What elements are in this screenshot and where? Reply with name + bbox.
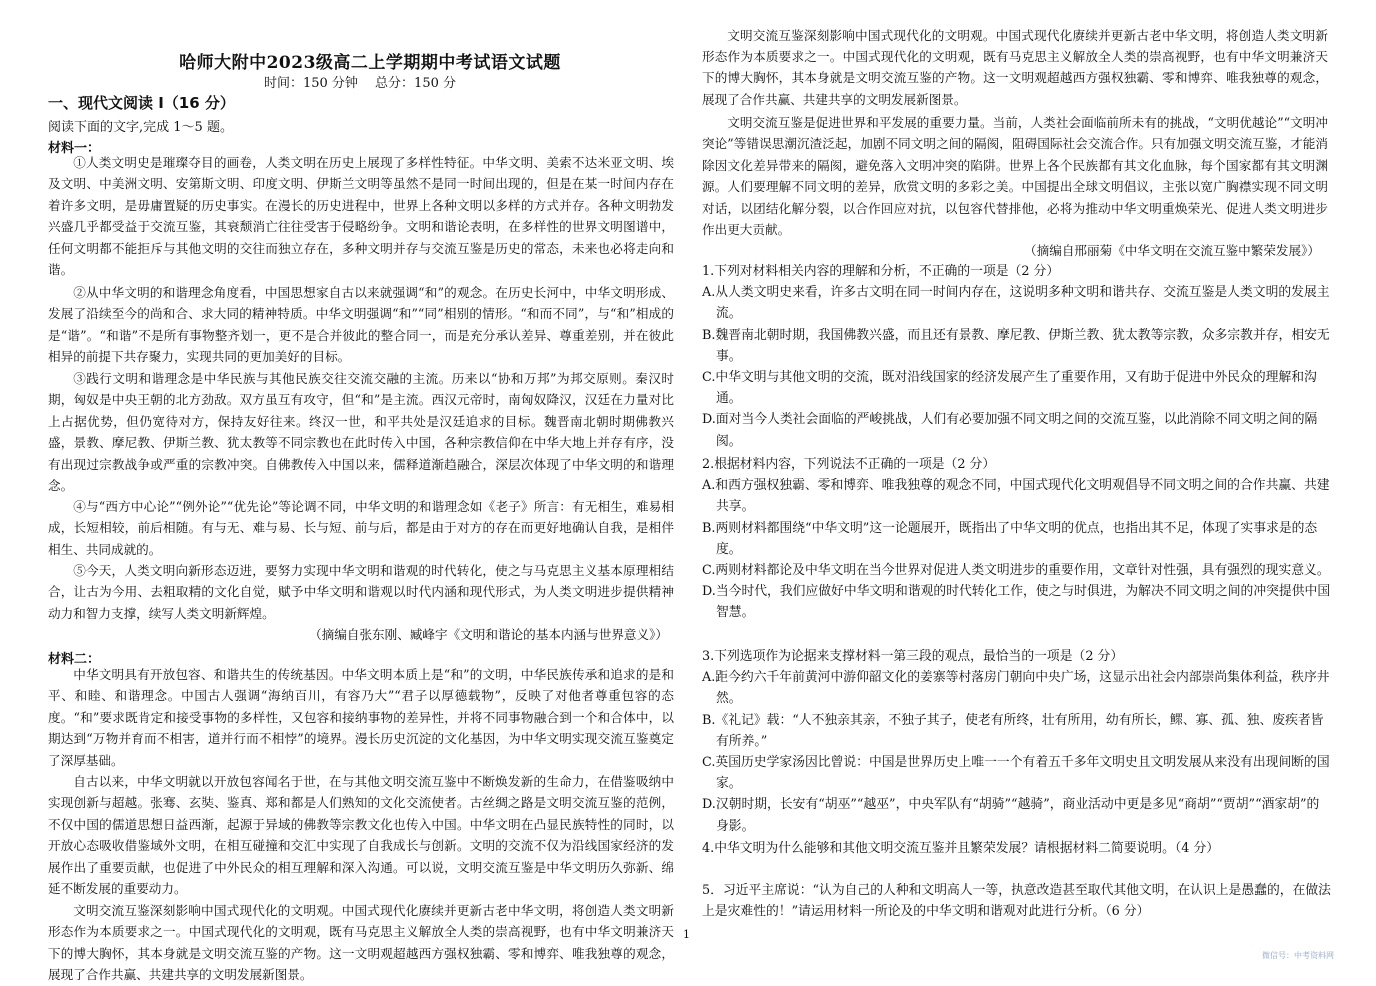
material2-paragraph-4: 文明交流互鉴是促进世界和平发展的重要力量。当前，人类社会面临前所未有的挑战，“文明优越论”“文明冲突论”等错误思潮沉渣泛起，加剧不同文明之间的隔阂，阻碍国际社会交流合作。只有加强文明交流互鉴，才能消除因文化差异带来的隔阂，避免落入文明冲突的陷阱。世界上各个民族都有其文化血脉，每个国家都有其文明渊源。人们要理解不同文明的差异，欣赏文明的多彩之美。中国提出全球文明倡议，主张以宽广胸襟实现不同文明对话，以团结化解分裂，以合作回应对抗，以包容代替排他，必将为推动中华文明重焕荣光、促进人类文明进步作出更大贡献。 [702, 115, 1328, 238]
question-2-stem: 2.根据材料内容，下列说法不正确的一项是（2 分） [702, 457, 996, 472]
page-number: 1 [683, 928, 690, 941]
material1-paragraph-2: ②从中华文明的和谐理念角度看，中国思想家自古以来就强调“和”的观念。在历史长河中，中华文明形成、发展了沿续至今的尚和合、求大同的精神特质。中华文明强调“和”“同”相别的情形。“和而不同”，与“和”相成的是“谐”。“和谐”不是所有事物整齐划一，更不是合并彼此的整合同一，而是充分承认差异、尊重差别，并在彼此相异的前提下共存聚力，实现共同的更加美好的目标。 [48, 285, 674, 365]
question-3-option-d: D.汉朝时期，长安有“胡巫”“越巫”，中央军队有“胡骑”“越骑”，商业活动中更是多见“商胡”“贾胡”“酒家胡”的身影。 [702, 797, 1320, 834]
page-title: 哈师大附中2023级高二上学期期中考试语文试题 [179, 53, 561, 73]
material1-paragraph-4: ④与“西方中心论”“例外论”“优先论”等论调不同，中华文明的和谐理念如《老子》所言：有无相生，难易相成，长短相较，前后相随。有与无、难与易、长与短、前与后，都是由于对方的存在而更好地确认自我，是相伴相生、共同成就的。 [48, 499, 674, 557]
material1-label: 材料一： [48, 141, 101, 156]
material2-paragraph-3-text: 文明交流互鉴深刻影响中国式现代化的文明观。中国式现代化赓续并更新古老中华文明，将创造人类文明新形态作为本质要求之一。中国式现代化的文明观，既有马克思主义解放全人类的崇高视野，也有中华文明兼济天下的博大胸怀，其本身就是文明交流互鉴的产物。这一文明观超越西方强权独霸、零和博弈、唯我独尊的观念，展现了合作共赢、共建共享的文明发展新图景。 [48, 903, 674, 983]
question-4 [702, 838, 1332, 859]
material1-source: （摘编自张东刚、臧峰宇《文明和谐论的基本内涵与世界意义》） [309, 627, 668, 642]
question-3-option-a: A.距今约六千年前黄河中游仰韶文化的姜寨等村落房门朝向中央广场，这显示出社会内部崇尚集体利益，秩序井然。 [702, 670, 1330, 707]
question-2-option-a: A.和西方强权独霸、零和博弈、唯我独尊的观念不同，中国式现代化文明观倡导不同文明之间的合作共赢、共建共享。 [702, 478, 1330, 515]
question-4-stem: 4.中华文明为什么能够和其他文明交流互鉴并且繁荣发展？请根据材料二简要说明。（4 分） [702, 841, 1220, 856]
material2-paragraph-3-start [48, 900, 674, 983]
material1-paragraph-3: ③践行文明和谐理念是中华民族与其他民族交往交流交融的主流。历来以“协和万邦”为邦交原则。秦汉时期，匈奴是中央王朝的北方劲敌。双方虽互有攻守，但“和”是主流。西汉元帝时，南匈奴降汉，汉廷在力量对比上占据优势，但仍宽待对方，保持友好往来。终汉一世，和平共处是汉廷追求的目标。魏晋南北朝时期佛教兴盛，景教、摩尼教、伊斯兰教、犹太教等不同宗教也在此时传入中国，各种宗教信仰在中华大地上并存有序，没有出现过宗教战争或严重的宗教冲突。自佛教传入中国以来，儒释道渐趋融合，深层次体现了中华文明的和谐理念。 [48, 371, 674, 494]
question-1-option-c: C.中华文明与其他文明的交流，既对沿线国家的经济发展产生了重要作用，又有助于促进中外民众的理解和沟通。 [702, 370, 1317, 407]
question-1-option-b: B.魏晋南北朝时期，我国佛教兴盛，而且还有景教、摩尼教、伊斯兰教、犹太教等宗教，众多宗教并存，相安无事。 [702, 327, 1330, 364]
material1-paragraph-5: ⑤今天，人类文明向新形态迈进，要努力实现中华文明和谐观的时代转化，使之与马克思主义基本原理相结合，让古为今用、去粗取精的文化自觉，赋予中华文明和谐观以时代内涵和现代形式，为人类文明进步提供精神动力和智力支撑，续写人类文明新辉煌。 [48, 563, 674, 621]
material2-paragraph-3-cont-text: 文明交流互鉴深刻影响中国式现代化的文明观。中国式现代化赓续并更新古老中华文明，将创造人类文明新形态作为本质要求之一。中国式现代化的文明观，既有马克思主义解放全人类的崇高视野，也有中华文明兼济天下的博大胸怀，其本身就是文明交流互鉴的产物。这一文明观超越西方强权独霸、零和博弈、唯我独尊的观念，展现了合作共赢、共建共享的文明发展新图景。 [702, 27, 1328, 107]
watermark-text: 微信号：中考资料网 [1262, 951, 1334, 960]
question-1-stem: 1.下列对材料相关内容的理解和分析，不正确的一项是（2 分） [702, 264, 1060, 279]
section-heading: 一、现代文阅读 I（16 分） [48, 94, 235, 112]
question-1 [702, 261, 1332, 452]
question-2-option-b: B.两则材料都围绕“中华文明”这一论题展开，既指出了中华文明的优点，也指出其不足，体现了实事求是的态度。 [702, 520, 1318, 557]
material2-label: 材料二： [48, 652, 101, 667]
material2-paragraph-3-continued [702, 27, 1328, 112]
question-3-option-c: C.英国历史学家汤因比曾说：中国是世界历史上唯一一个有着五千多年文明史且文明发展从来没有出现间断的国家。 [702, 755, 1330, 792]
question-5 [702, 880, 1332, 922]
material2-paragraph-1: 中华文明具有开放包容、和谐共生的传统基因。中华文明本质上是“和”的文明，中华民族传承和追求的是和平、和睦、和谐理念。中国古人强调“海纳百川，有容乃大”“君子以厚德载物”，反映了对他者尊重包容的态度。“和”要求既肯定和接受事物的多样性，又包容和接纳事物的差异性，并将不同事物融合到一个和合体中，以期达到“万物并育而不相害，道并行而不相悖”的境界。漫长历史沉淀的文化基因，为中华文明实现交流互鉴奠定了深厚基础。 [48, 667, 674, 768]
material2-source: （摘编自邢丽菊《中华文明在交流互鉴中繁荣发展》） [1024, 243, 1320, 258]
question-2-option-c: C.两则材料都论及中华文明在当今世界对促进人类文明进步的重要作用，文章针对性强，具有强烈的现实意义。 [702, 563, 1330, 579]
question-3-option-b: B.《礼记》载：“人不独亲其亲，不独子其子，使老有所终，壮有所用，幼有所长，鳏、寡、孤、独、废疾者皆有所养。” [702, 712, 1324, 749]
question-3 [702, 646, 1332, 837]
material1-paragraph-1: ①人类文明史是璀璨夺目的画卷，人类文明在历史上展现了多样性特征。中华文明、美索不达米亚文明、埃及文明、中美洲文明、安第斯文明、印度文明、伊斯兰文明等虽然不是同一时间出现的，但是在某一时间内存在着许多文明，是毋庸置疑的历史事实。在漫长的历史进程中，世界上各种文明以多样的方式并存。各种文明勃发兴盛几乎都受益于交流互鉴，其衰颓消亡往往受害于侵略纷争。文明和谐论表明，在多样性的世界文明图谱中，任何文明都不能拒斥与其他文明的交往而独立存在，多种文明并存与交流互鉴是历史的常态，未来也必将走向和谐。 [48, 155, 674, 278]
question-2-option-d: D.当今时代，我们应做好中华文明和谐观的时代转化工作，使之与时俱进，为解决不同文明之间的冲突提供中国智慧。 [702, 584, 1331, 621]
question-2 [702, 454, 1332, 624]
reading-instruction: 阅读下面的文字,完成 1～5 题。 [48, 120, 233, 135]
exam-time-info: 时间：150 分钟 总分：150 分 [263, 76, 457, 91]
question-1-option-a: A.从人类文明史来看，许多古文明在同一时间内存在，这说明多种文明和谐共存、交流互鉴是人类文明的发展主流。 [702, 285, 1330, 322]
question-1-option-d: D.面对当今人类社会面临的严峻挑战，人们有必要加强不同文明之间的交流互鉴，以此消除不同文明之间的隔阂。 [702, 412, 1318, 449]
question-5-stem: 5．习近平主席说：“认为自己的人种和文明高人一等，执意改造甚至取代其他文明，在认识上是愚蠢的，在做法上是灾难性的！”请运用材料一所论及的中华文明和谐观对此进行分析。（6 分） [702, 883, 1331, 920]
material2-paragraph-2: 自古以来，中华文明就以开放包容闻名于世，在与其他文明交流互鉴中不断焕发新的生命力，在借鉴吸纳中实现创新与超越。张骞、玄奘、鉴真、郑和都是人们熟知的文化交流使者。古丝绸之路是文明交流互鉴的范例，不仅中国的儒道思想日益西渐，起源于异域的佛教等宗教文化也传入中国。中华文明在凸显民族特性的同时，以开放心态吸收借鉴域外文明，在相互碰撞和交汇中实现了自我成长与创新。文明的交流不仅为沿线国家经济的发展作出了重要贡献，也促进了中外民众的相互理解和深入沟通。可以说，文明交流互鉴是中华文明历久弥新、绵延不断发展的重要动力。 [48, 774, 674, 897]
question-3-stem: 3.下列选项作为论据来支撑材料一第三段的观点，最恰当的一项是（2 分） [702, 649, 1124, 664]
